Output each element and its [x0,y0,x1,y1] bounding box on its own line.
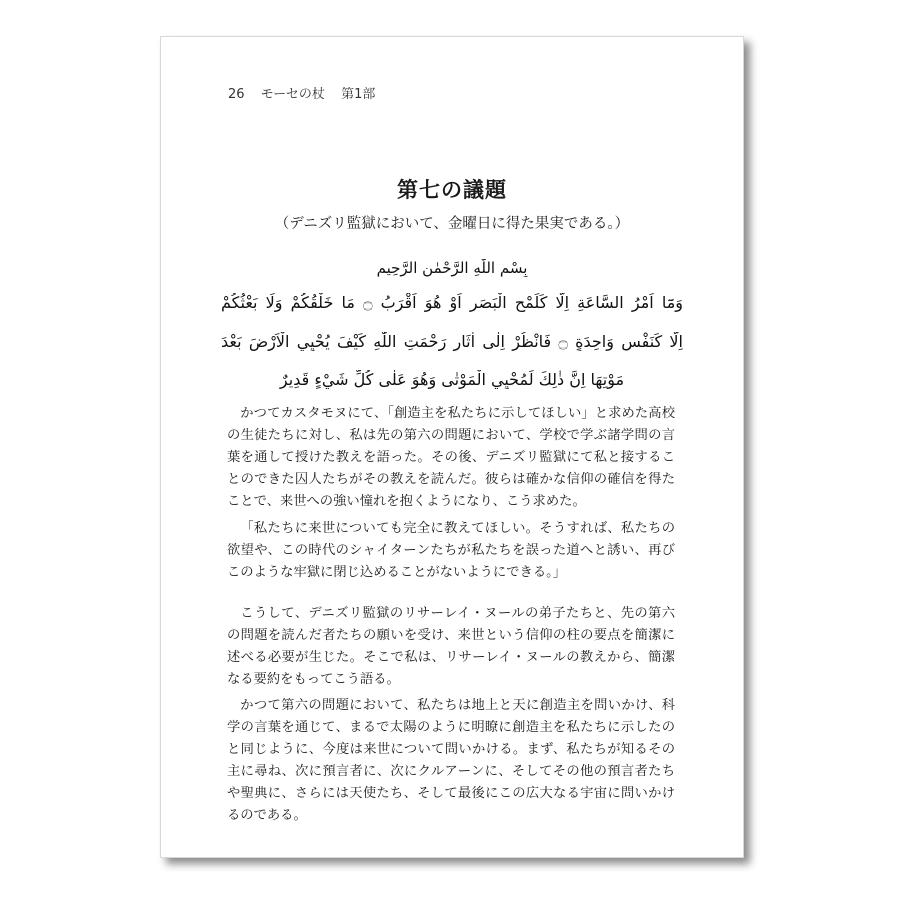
arabic-verse-line: مَوْتِهَا اِنَّ ذٰلِكَ لَمُحْيِي الْمَوْتٰى وَهُوَ عَلٰى كُلِّ شَيْءٍ قَدِيرٌ [279,370,625,389]
chapter-subtitle: （デニズリ監獄において、金曜日に得た果実である。） [274,216,630,232]
running-head [228,83,387,102]
book-page [160,36,744,858]
arabic-verse-line: اِلَّا كَنَفْسٍ وَاحِدَةٍ ۝ فَانْظُرْ اِلٰى اٰثَارِ رَحْمَتِ اللّٰهِ كَيْفَ يُحْيِي الْاَرْضَ بَعْدَ [221,332,683,351]
part-label: 第1部 [341,87,376,102]
arabic-verse-line: وَمَٓا اَمْرُ السَّاعَةِ اِلَّا كَلَمْحِ الْبَصَرِ اَوْ هُوَ اَقْرَبُ ۝ مَا خَلْقُكُمْ وَلَا بَعْثُكُمْ [221,293,683,312]
body-paragraph: かつてカスタモヌにて、「創造主を私たちに示してほしい」と求めた高校の生徒たちに対し、私は先の第六の問題において、学校で学ぶ諸学問の言葉を通して授けた教えを語った。その後、デニズリ監獄にて私と接することのできた囚人たちがその教えを読んだ。彼らは確かな信仰の確信を得たことで、来世への強い憧れを抱くようになり、こう求めた。 [227,406,675,509]
body-paragraph: かつて第六の問題において、私たちは地上と天に創造主を問いかけ、科学の言葉を通じて、まるで太陽のように明瞭に創造主を私たちに示したのと同じように、今度は来世について問いかける。まず、私たちが知るその主に尋ね、次に預言者に、次にクルアーンに、そしてその他の預言者たちや聖典に、さらには天使たち、そして最後にこの広大なる宇宙に問いかけるのである。 [227,698,675,823]
body-paragraph: こうして、デニズリ監獄のリサーレイ・ヌールの弟子たちと、先の第六の問題を読んだ者たちの願いを受け、来世という信仰の柱の要点を簡潔に述べる必要が生じた。そこで私は、リサーレイ・ヌールの教えから、簡潔なる要約をもってこう語る。 [227,606,675,687]
book-title: モーセの杖 [260,87,325,102]
page-number: 26 [228,87,245,102]
chapter-title: 第七の議題 [397,177,507,202]
arabic-basmala: بِسْمِ اللّٰهِ الرَّحْمٰنِ الرَّحِيمِ [376,259,528,277]
body-paragraph-quote: 「私たちに来世についても完全に教えてほしい。そうすれば、私たちの欲望や、この時代のシャイターンたちが私たちを誤った道へと誘い、再びこのような牢獄に閉じ込めることがないようにできる。」 [227,521,675,580]
